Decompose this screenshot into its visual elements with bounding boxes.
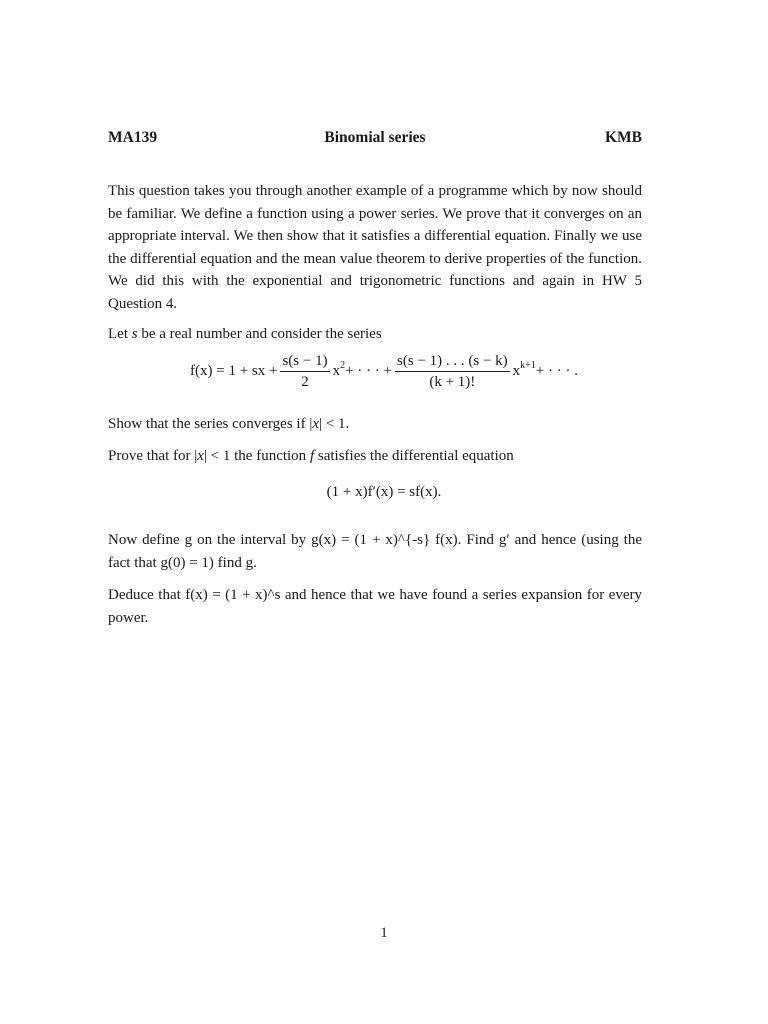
- series-tail: + · · · .: [535, 363, 578, 379]
- fraction-1: [280, 352, 329, 391]
- page-header: [108, 129, 642, 147]
- fraction-1-numerator: s(s − 1): [280, 352, 329, 372]
- differential-equation: (1 + x)f′(x) = sf(x).: [326, 484, 442, 500]
- fraction-2: [395, 352, 510, 391]
- series-intro-paragraph: [108, 323, 642, 346]
- document-title: Binomial series: [324, 129, 426, 146]
- series-intro-text-b: be a real number and consider the series: [137, 326, 382, 342]
- convergence-paragraph: Show that the series converges if |x| < 1.: [108, 416, 350, 432]
- series-intro-text-a: Let: [108, 326, 132, 342]
- prove-paragraph: Prove that for |x| < 1 the function f satisfies the differential equation: [108, 448, 514, 464]
- series-lhs: f(x) = 1 + sx +: [190, 363, 278, 379]
- series-middle: + · · · +: [345, 363, 392, 379]
- fraction-2-numerator: s(s − 1) . . . (s − k): [395, 352, 510, 372]
- fraction-1-denominator: 2: [301, 374, 309, 390]
- term-x-squared: $x^2$: [332, 360, 346, 379]
- series-equation: [0, 352, 768, 391]
- term-x-power: $x^{k+1}$: [512, 360, 536, 379]
- author-initials: KMB: [604, 129, 642, 146]
- fraction-2-denominator: (k + 1)!: [429, 374, 476, 390]
- define-g-paragraph: Now define g on the interval by g(x) = (1 + x)^{-s} f(x). Find g′ and hence (using the fact that g(0) = 1) find g.: [108, 532, 642, 571]
- course-code: MA139: [108, 129, 158, 146]
- intro-paragraph: This question takes you through another example of a programme which by now should be familiar. We define a function using a power series. We prove that it converges on an appropriate interval. We then show that it satisfies a differential equation. Finally we use the differential equation and the mean value theorem to derive properties of the function. We did this with the exponential and trigonometric functions and again in HW 5 Question 4.: [108, 183, 642, 312]
- series-intro-var: s: [131, 326, 138, 342]
- deduce-paragraph: Deduce that f(x) = (1 + x)^s and hence that we have found a series expansion for every power.: [108, 587, 642, 626]
- page-number: 1: [380, 925, 388, 941]
